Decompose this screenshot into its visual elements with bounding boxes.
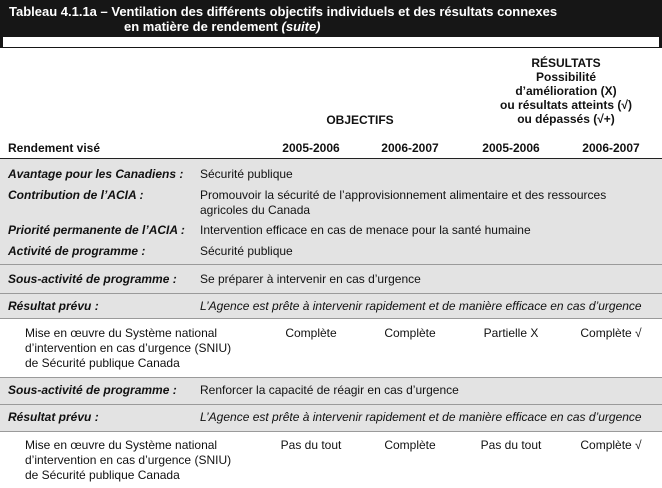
- resultat-prevu-label: Résultat prévu :: [8, 299, 99, 313]
- resultat-2005-2006: Partielle X: [483, 326, 539, 340]
- resultat-prevu-value: L’Agence est prête à intervenir rapidement et de manière efficace en cas d’urgence: [200, 410, 642, 424]
- resultat-prevu-row: [0, 405, 662, 431]
- task-description: [25, 438, 255, 483]
- objectifs-header: OBJECTIFS: [326, 113, 394, 127]
- sous-activite-row: [0, 378, 662, 404]
- objectif-2005-2006: Pas du tout: [280, 438, 342, 452]
- resultat-2006-2007: Complète √: [580, 438, 642, 452]
- task-line: de Sécurité publique Canada: [25, 468, 180, 482]
- resultats-header-line: ou dépassés (√+): [517, 112, 615, 126]
- title-line-2-text: en matière de rendement: [124, 19, 278, 34]
- sous-activite-label: Sous-activité de programme :: [8, 383, 177, 397]
- title-line-2: [9, 19, 662, 34]
- year-header: 2006-2007: [582, 141, 640, 155]
- activite-label: Activité de programme :: [8, 244, 146, 258]
- activite-value: Sécurité publique: [200, 244, 293, 258]
- sous-activite-value: Se préparer à intervenir en cas d’urgence: [200, 272, 421, 286]
- avantage-label: Avantage pour les Canadiens :: [8, 167, 184, 181]
- resultats-header: [470, 56, 662, 126]
- table-row: [0, 319, 662, 377]
- task-line: Mise en œuvre du Système national: [25, 438, 218, 452]
- task-line: d’intervention en cas d’urgence (SNIU): [25, 453, 232, 467]
- contribution-label: Contribution de l’ACIA :: [8, 188, 144, 202]
- year-header: 2006-2007: [381, 141, 439, 155]
- avantage-value: Sécurité publique: [200, 167, 293, 181]
- title-suite: (suite): [281, 19, 321, 34]
- year-header: 2005-2006: [282, 141, 340, 155]
- resultats-header-line: d’amélioration (X): [515, 84, 617, 98]
- resultat-2006-2007: Complète √: [580, 326, 642, 340]
- priorite-value: Intervention efficace en cas de menace pour la santé humaine: [200, 223, 531, 237]
- frame-bottom: [0, 47, 662, 48]
- resultats-header-line: RÉSULTATS: [531, 56, 601, 70]
- task-line: de Sécurité publique Canada: [25, 356, 180, 370]
- resultats-header-line: Possibilité: [535, 70, 597, 84]
- rendement-vise-header: Rendement visé: [8, 141, 101, 155]
- sous-activite-value: Renforcer la capacité de réagir en cas d’urgence: [200, 383, 459, 397]
- objectif-2005-2006: Complète: [285, 326, 337, 340]
- resultats-header-line: ou résultats atteints (√): [500, 98, 632, 112]
- sous-activite-row: [0, 265, 662, 293]
- contribution-value: [200, 188, 645, 218]
- sous-activite-label: Sous-activité de programme :: [8, 272, 177, 286]
- context-block: [0, 159, 662, 264]
- task-line: d’intervention en cas d’urgence (SNIU): [25, 341, 232, 355]
- task-line: Mise en œuvre du Système national: [25, 326, 218, 340]
- task-description: [25, 326, 255, 371]
- contribution-value-line: Promouvoir la sécurité de l’approvisionnement alimentaire et des ressources: [200, 188, 607, 202]
- resultat-prevu-value: L’Agence est prête à intervenir rapidement et de manière efficace en cas d’urgence: [200, 299, 642, 313]
- resultat-prevu-row: [0, 294, 662, 318]
- resultat-2005-2006: Pas du tout: [480, 438, 542, 452]
- table-title: [0, 0, 662, 37]
- year-header: 2005-2006: [482, 141, 540, 155]
- objectif-2006-2007: Complète: [384, 438, 436, 452]
- table-row: [0, 432, 662, 488]
- contribution-value-line: agricoles du Canada: [200, 203, 311, 217]
- resultat-prevu-label: Résultat prévu :: [8, 410, 99, 424]
- title-line-1: Tableau 4.1.1a – Ventilation des différents objectifs individuels et des résultats connexes: [9, 4, 558, 19]
- objectif-2006-2007: Complète: [384, 326, 436, 340]
- priorite-label: Priorité permanente de l’ACIA :: [8, 223, 185, 237]
